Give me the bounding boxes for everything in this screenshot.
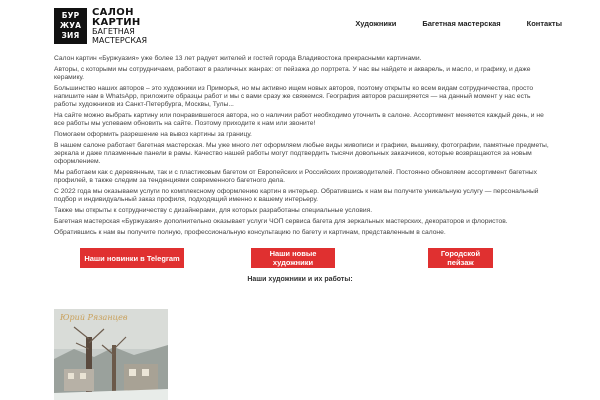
nav-contacts[interactable]: Контакты xyxy=(526,19,562,28)
logo-subtitle-line-1: БАГЕТНАЯ xyxy=(92,27,135,36)
logo-wordmark[interactable] xyxy=(92,8,147,45)
logo-title-line-1: САЛОН xyxy=(92,7,134,18)
logo-mark[interactable] xyxy=(54,8,87,44)
logo-mark-line-1: БУР xyxy=(61,11,80,20)
paragraph: В нашем салоне работает багетная мастерская. Мы уже много лет оформляем любые виды живописи и графики, вышивку, фотографии, памятные предметы, зеркала и даже плазменные панели в рамы. Качество нашей работы могут подтвердить тысячи довольных заказчиков, которые возвращаются за новым оформлением. xyxy=(54,141,549,166)
nav-artists[interactable]: Художники xyxy=(355,19,397,28)
paragraph: Салон картин «Буржуазия» уже более 13 лет радует жителей и гостей города Владивостока прекрасными картинами. xyxy=(54,55,422,62)
logo-mark-line-3: ЗИЯ xyxy=(61,31,80,40)
paragraph: На сайте можно выбрать картину или понравившегося автора, но о наличии работ необходимо уточнить в салоне. Ассортимент меняется каждый день, и не все работы мы успеваем обновить на сайте. Поэтому приходите к нам или звоните! xyxy=(54,112,544,128)
about-text xyxy=(54,55,550,239)
paragraph: Багетная мастерская «Буржуазия» дополнительно оказывает услуги ЧОП сервиса багета для зеркальных мастерских, декораторов и флористов. xyxy=(54,217,508,225)
artwork-thumbnail[interactable] xyxy=(54,309,168,400)
city-landscape-button[interactable]: Городской пейзаж xyxy=(428,248,493,268)
paragraph: Также мы открыты к сотрудничеству с дизайнерами, для которых разработаны специальные условия. xyxy=(54,207,373,214)
main-nav xyxy=(329,19,562,28)
paragraph: Обратившись к нам вы получите полную, профессиональную консультацию по багету и картинам, представленным в салоне. xyxy=(54,228,446,236)
paragraph: Большинство наших авторов – это художники из Приморья, но мы активно ищем новых авторов, поэтому открыты ко всем видам сотрудничества, просто напишите нам в WhatsApp, приложите образцы работ и мы с вами сразу же свяжемся. География авторов расширяется — на данный момент у нас есть работы художников из Санкт-Петербурга, Москвы, Тулы... xyxy=(54,84,534,109)
logo-subtitle-line-2: МАСТЕРСКАЯ xyxy=(92,35,148,45)
artists-section-heading: Наши художники и их работы: xyxy=(247,276,353,283)
logo-title-line-2: КАРТИН xyxy=(92,17,141,28)
paragraph: Авторы, с которыми мы сотрудничаем, работают в различных жанрах: от пейзажа до портрета. У нас вы найдете и акварель, и масло, и графику, и даже керамику. xyxy=(54,65,531,81)
painting-image xyxy=(54,309,168,400)
site-header xyxy=(0,0,600,50)
telegram-news-button[interactable]: Наши новинки в Telegram xyxy=(80,248,184,268)
logo-mark-line-2: ЖУА xyxy=(59,21,82,30)
new-artists-button[interactable]: Наши новые художники xyxy=(251,248,335,268)
artist-name: Юрий Рязанцев xyxy=(60,313,128,322)
paragraph: С 2022 года мы оказываем услуги по комплексному оформлению картин в интерьер. Обратившись к нам вы получите уникальную услугу — персональный подбор и индивидуальный заказ профиля, подходящий именно к вашему интерьеру. xyxy=(54,188,539,204)
nav-framing-workshop[interactable]: Багетная мастерская xyxy=(422,19,501,28)
paragraph: Помогаем оформить разрешение на вывоз картины за границу. xyxy=(54,131,252,138)
cta-buttons xyxy=(0,248,600,270)
paragraph: Мы работаем как с деревянным, так и с пластиковым багетом от Европейских и Российских производителей. Постоянно обновляем ассортимент багетных профилей, в также следим за тенденциями современного багетного дела. xyxy=(54,169,537,185)
